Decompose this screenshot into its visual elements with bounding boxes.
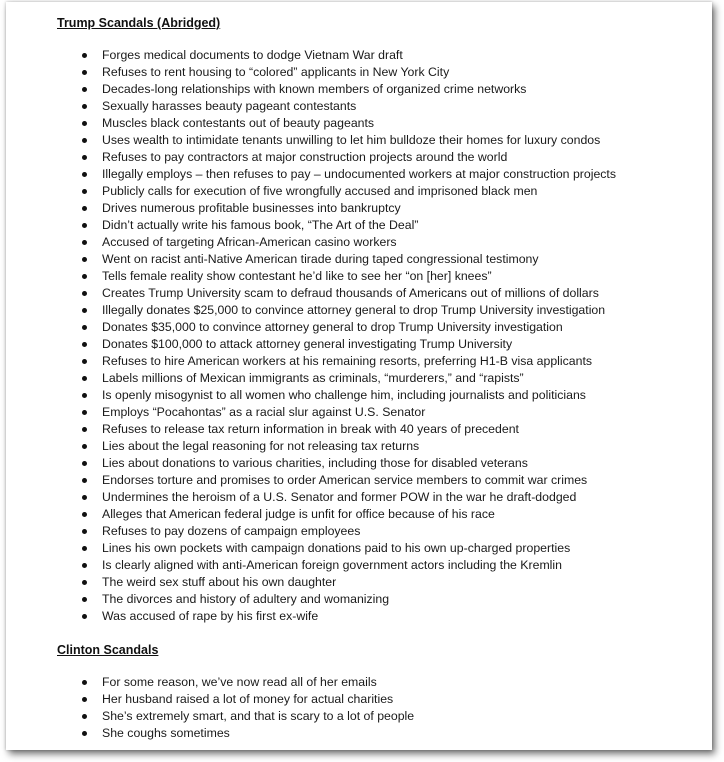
list-item-text: Employs “Pocahontas” as a racial slur against U.S. Senator xyxy=(102,405,426,419)
trump-scandals-heading: Trump Scandals (Abridged) xyxy=(57,16,221,30)
list-item-text: Alleges that American federal judge is unfit for office because of his race xyxy=(102,507,495,521)
list-item-text: She’s extremely smart, and that is scary to a lot of people xyxy=(102,709,415,723)
list-item xyxy=(6,438,706,455)
bullet-icon xyxy=(82,206,87,211)
list-item xyxy=(6,336,706,353)
list-item xyxy=(6,302,706,319)
bullet-icon xyxy=(82,495,87,500)
list-item-text: Refuses to pay dozens of campaign employees xyxy=(102,524,361,538)
bullet-icon xyxy=(82,529,87,534)
list-item-text: Refuses to hire American workers at his remaining resorts, preferring H1-B visa applicants xyxy=(102,354,593,368)
clinton-scandals-heading: Clinton Scandals xyxy=(57,643,159,657)
list-item xyxy=(6,387,706,404)
list-item xyxy=(6,81,706,98)
list-item xyxy=(6,200,706,217)
bullet-icon xyxy=(82,121,87,126)
list-item-text: Endorses torture and promises to order American service members to commit war crimes xyxy=(102,473,588,487)
list-item-text: Tells female reality show contestant he’d like to see her “on [her] knees” xyxy=(102,269,492,283)
bullet-icon xyxy=(82,597,87,602)
list-item xyxy=(6,319,706,336)
list-item xyxy=(6,557,706,574)
list-item xyxy=(6,149,706,166)
list-item xyxy=(6,421,706,438)
list-item xyxy=(6,455,706,472)
bullet-icon xyxy=(82,563,87,568)
bullet-icon xyxy=(82,444,87,449)
bullet-icon xyxy=(82,240,87,245)
list-item xyxy=(6,285,706,302)
list-item xyxy=(6,370,706,387)
list-item xyxy=(6,472,706,489)
list-item xyxy=(6,234,706,251)
trump-scandals-list xyxy=(6,47,706,625)
bullet-icon xyxy=(82,342,87,347)
list-item xyxy=(6,404,706,421)
bullet-icon xyxy=(82,70,87,75)
list-item-text: Lies about the legal reasoning for not releasing tax returns xyxy=(102,439,420,453)
list-item-text: Illegally employs – then refuses to pay – undocumented workers at major construction projects xyxy=(102,167,616,181)
bullet-icon xyxy=(82,325,87,330)
list-item xyxy=(6,115,706,132)
bullet-icon xyxy=(82,614,87,619)
bullet-icon xyxy=(82,410,87,415)
bullet-icon xyxy=(82,274,87,279)
bullet-icon xyxy=(82,393,87,398)
list-item-text: The weird sex stuff about his own daughter xyxy=(102,575,337,589)
list-item-text: For some reason, we’ve now read all of her emails xyxy=(102,675,377,689)
list-item xyxy=(6,132,706,149)
list-item-text: Sexually harasses beauty pageant contestants xyxy=(102,99,357,113)
list-item xyxy=(6,691,706,708)
bullet-icon xyxy=(82,172,87,177)
list-item-text: Refuses to pay contractors at major construction projects around the world xyxy=(102,150,508,164)
list-item-text: Publicly calls for execution of five wrongfully accused and imprisoned black men xyxy=(102,184,538,198)
bullet-icon xyxy=(82,189,87,194)
list-item xyxy=(6,725,706,742)
list-item-text: Didn’t actually write his famous book, “The Art of the Deal” xyxy=(102,218,419,232)
list-item xyxy=(6,353,706,370)
list-item xyxy=(6,217,706,234)
list-item-text: Muscles black contestants out of beauty pageants xyxy=(102,116,375,130)
list-item-text: The divorces and history of adultery and womanizing xyxy=(102,592,390,606)
bullet-icon xyxy=(82,104,87,109)
list-item-text: Uses wealth to intimidate tenants unwilling to let him bulldoze their homes for luxury condos xyxy=(102,133,601,147)
bullet-icon xyxy=(82,697,87,702)
list-item-text: Forges medical documents to dodge Vietnam War draft xyxy=(102,48,403,62)
list-item-text: Her husband raised a lot of money for actual charities xyxy=(102,692,394,706)
list-item xyxy=(6,98,706,115)
list-item xyxy=(6,489,706,506)
list-item-text: Drives numerous profitable businesses into bankruptcy xyxy=(102,201,401,215)
list-item xyxy=(6,166,706,183)
list-item xyxy=(6,183,706,200)
list-item-text: She coughs sometimes xyxy=(102,726,230,740)
list-item xyxy=(6,268,706,285)
list-item-text: Was accused of rape by his first ex-wife xyxy=(102,609,319,623)
bullet-icon xyxy=(82,580,87,585)
bullet-icon xyxy=(82,427,87,432)
bullet-icon xyxy=(82,308,87,313)
document-page xyxy=(6,2,712,750)
list-item xyxy=(6,64,706,81)
list-item-text: Refuses to rent housing to “colored” applicants in New York City xyxy=(102,65,450,79)
list-item-text: Accused of targeting African-American casino workers xyxy=(102,235,397,249)
list-item xyxy=(6,523,706,540)
list-item xyxy=(6,708,706,725)
list-item-text: Went on racist anti-Native American tirade during taped congressional testimony xyxy=(102,252,539,266)
list-item xyxy=(6,251,706,268)
list-item-text: Is clearly aligned with anti-American foreign government actors including the Kremlin xyxy=(102,558,562,572)
list-item xyxy=(6,591,706,608)
list-item xyxy=(6,674,706,691)
list-item-text: Donates $35,000 to convince attorney general to drop Trump University investigation xyxy=(102,320,563,334)
list-item-text: Donates $100,000 to attack attorney general investigating Trump University xyxy=(102,337,513,351)
list-item-text: Creates Trump University scam to defraud thousands of Americans out of millions of dollars xyxy=(102,286,599,300)
list-item xyxy=(6,506,706,523)
bullet-icon xyxy=(82,53,87,58)
list-item xyxy=(6,47,706,64)
bullet-icon xyxy=(82,138,87,143)
bullet-icon xyxy=(82,291,87,296)
list-item-text: Lies about donations to various charities, including those for disabled veterans xyxy=(102,456,528,470)
bullet-icon xyxy=(82,87,87,92)
bullet-icon xyxy=(82,478,87,483)
list-item-text: Decades-long relationships with known members of organized crime networks xyxy=(102,82,527,96)
list-item-text: Refuses to release tax return information in break with 40 years of precedent xyxy=(102,422,519,436)
list-item-text: Illegally donates $25,000 to convince attorney general to drop Trump University investigation xyxy=(102,303,606,317)
list-item xyxy=(6,540,706,557)
bullet-icon xyxy=(82,731,87,736)
list-item-text: Undermines the heroism of a U.S. Senator and former POW in the war he draft-dodged xyxy=(102,490,577,504)
bullet-icon xyxy=(82,359,87,364)
bullet-icon xyxy=(82,223,87,228)
bullet-icon xyxy=(82,461,87,466)
bullet-icon xyxy=(82,714,87,719)
list-item-text: Lines his own pockets with campaign donations paid to his own up-charged properties xyxy=(102,541,571,555)
bullet-icon xyxy=(82,257,87,262)
bullet-icon xyxy=(82,512,87,517)
bullet-icon xyxy=(82,546,87,551)
bullet-icon xyxy=(82,680,87,685)
clinton-scandals-list xyxy=(6,674,706,742)
list-item-text: Labels millions of Mexican immigrants as criminals, “murderers,” and “rapists” xyxy=(102,371,524,385)
bullet-icon xyxy=(82,155,87,160)
list-item-text: Is openly misogynist to all women who challenge him, including journalists and politicians xyxy=(102,388,586,402)
bullet-icon xyxy=(82,376,87,381)
list-item xyxy=(6,574,706,591)
list-item xyxy=(6,608,706,625)
